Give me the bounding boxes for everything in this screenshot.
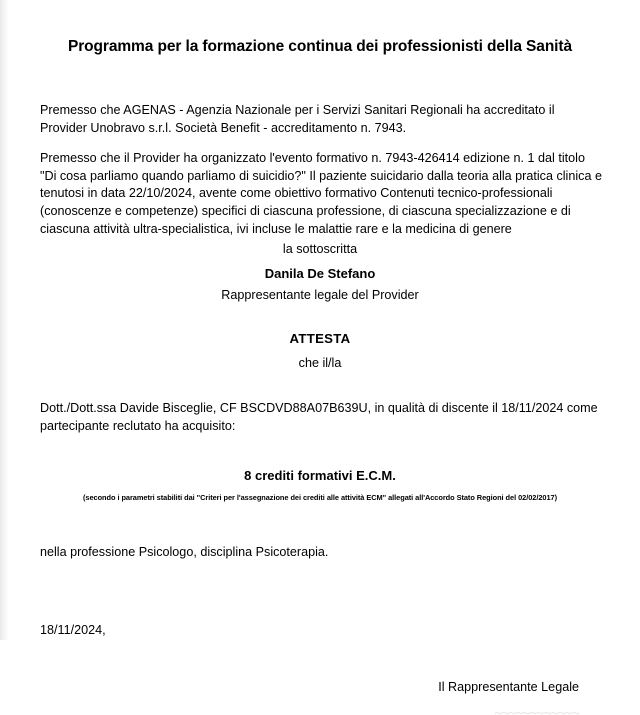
profession-statement: nella professione Psicologo, disciplina Psicoterapia. <box>40 544 329 559</box>
signature-label: Il Rappresentante Legale <box>438 680 579 695</box>
legal-representative-name: Danila De Stefano <box>264 265 376 281</box>
attestation-heading: ATTESTA <box>289 330 351 346</box>
undersigned-label: la sottoscritta <box>282 242 358 257</box>
attestation-subject: che il/la <box>298 355 342 370</box>
issue-date: 18/11/2024, <box>40 622 106 637</box>
participant-statement: Dott./Dott.ssa Davide Bisceglie, CF BSCDVD88A07B639U, in qualità di discente il 18/11/2024 come partecipante reclutato ha acquisito: <box>40 401 598 433</box>
legal-representative-role: Rappresentante legale del Provider <box>221 288 419 303</box>
credits-statement: 8 crediti formativi E.C.M. <box>244 468 396 484</box>
signature-block <box>36 639 604 715</box>
credits-footnote: (secondo i parametri stabiliti dai "Criteri per l'assegnazione dei crediti alle attività ECM" allegati all'Accordo Stato Regioni del 02/02/2017) <box>82 492 557 502</box>
paragraph-event-details: Premesso che il Provider ha organizzato l'evento formativo n. 7943-426414 edizione n. 1 dal titolo "Di cosa parliamo quando parliamo di suicidio?" Il paziente suicidario dalla teoria alla pratica clinica e tenutosi in data 22/10/2024, avente come obiettivo formativo Contenuti tecnico-professionali (conoscenze e competenze) specifici di ciascuna professione, di ciascuna specializzazione e di ciascuna attività ultra-specialistica, ivi incluse le malattie rare e la medicina di genere <box>40 151 602 236</box>
paragraph-provider-accreditation: Premesso che AGENAS - Agenzia Nazionale per i Servizi Sanitari Regionali ha accreditato il Provider Unobravo s.r.l. Società Benefit - accreditamento n. 7943. <box>40 103 555 135</box>
signature-mark: ~~~~~~~~~~~~ <box>494 704 579 715</box>
page-title: Programma per la formazione continua dei professionisti della Sanità <box>68 38 572 55</box>
